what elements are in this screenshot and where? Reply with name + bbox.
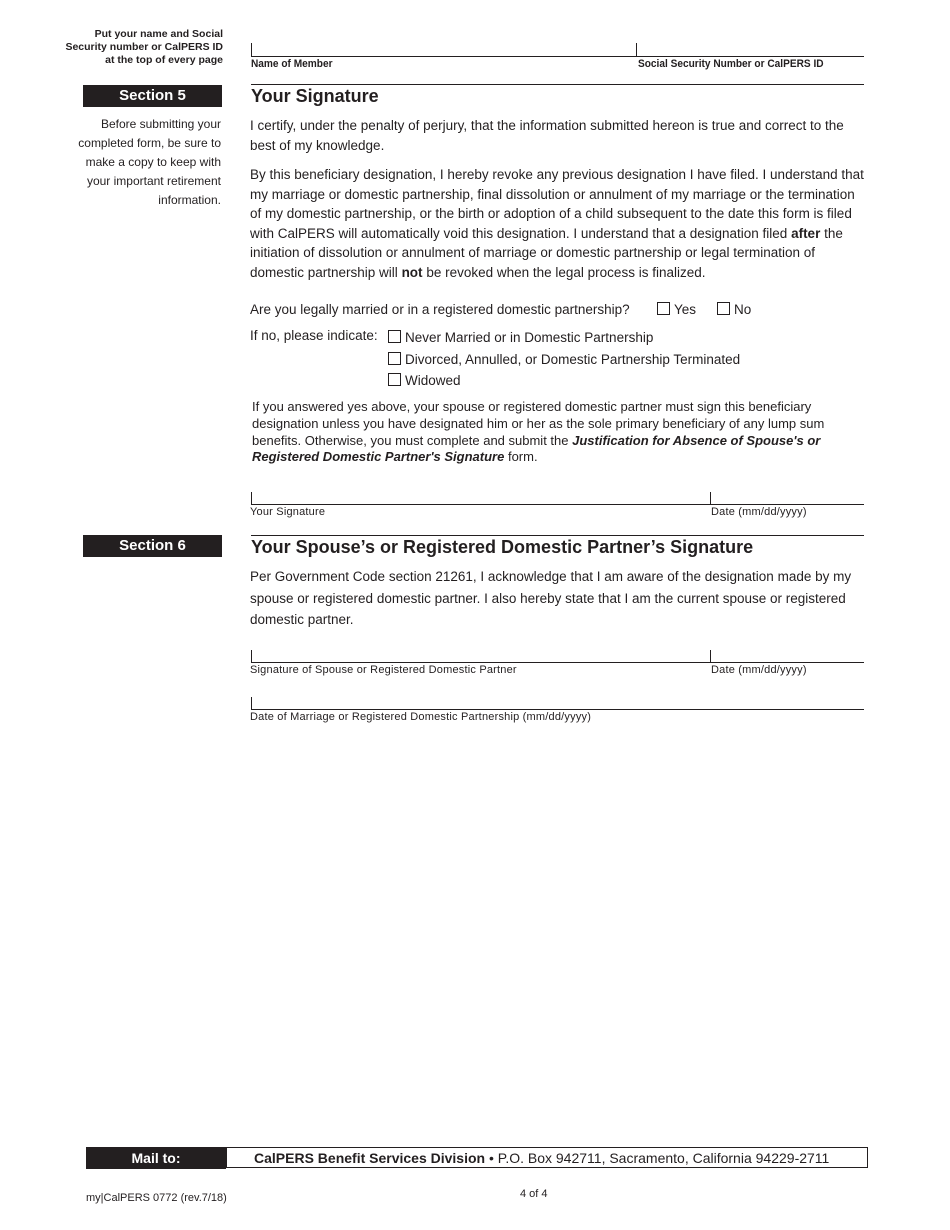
designation-statement: By this beneficiary designation, I hereby revoke any previous designation I have filed. I understand that my marriage or domestic partnership, final dissolution or annulment of my marriage or the termination of my domestic partnership, or the birth or adoption of a child subsequent to the date this form is filed with CalPERS will automatically void this designation. I understand that a designation filed after the initiation of dissolution or annulment of marriage or domestic partnership or legal termination of domestic partnership will not be revoked when the legal process is finalized. — [250, 167, 864, 280]
yes-checkbox[interactable] — [657, 302, 670, 315]
spouse-signature-date-field[interactable] — [710, 662, 864, 663]
marriage-date-tick — [251, 697, 252, 709]
option-never-married[interactable]: Never Married or in Domestic Partnership — [388, 328, 653, 347]
section-6-rule — [251, 535, 864, 536]
marriage-date-label: Date of Marriage or Registered Domestic Partnership (mm/dd/yyyy) — [250, 711, 592, 723]
certify-statement: I certify, under the penalty of perjury, that the information submitted hereon is true and correct to the best of my knowledge. — [250, 118, 844, 153]
your-signature-label: Your Signature — [250, 506, 326, 518]
no-option[interactable]: No — [717, 300, 751, 319]
form-identifier: my|CalPERS 0772 (rev.7/18) — [86, 1192, 227, 1204]
never-married-checkbox[interactable] — [388, 330, 401, 343]
page-number: 4 of 4 — [520, 1188, 548, 1200]
signature-date-tick — [710, 492, 711, 504]
mailing-address-box: CalPERS Benefit Services Division • P.O. Box 942711, Sacramento, California 94229-2711 — [226, 1147, 868, 1168]
marriage-date-field[interactable] — [251, 709, 864, 710]
your-signature-date-field[interactable] — [710, 504, 864, 505]
section-5-badge: Section 5 — [83, 85, 222, 107]
option-widowed[interactable]: Widowed — [388, 371, 461, 390]
member-name-label: Name of Member — [251, 58, 333, 70]
spouse-date-label: Date (mm/dd/yyyy) — [711, 664, 807, 676]
no-checkbox[interactable] — [717, 302, 730, 315]
yes-option[interactable]: Yes — [657, 300, 696, 319]
mailing-address: P.O. Box 942711, Sacramento, California 94229-2711 — [497, 1150, 830, 1166]
spouse-signature-field[interactable] — [251, 662, 710, 663]
spouse-date-tick — [710, 650, 711, 662]
signature-date-label: Date (mm/dd/yyyy) — [711, 506, 807, 518]
marital-status-question: Are you legally married or in a registered domestic partnership? — [250, 302, 630, 317]
section-5-title: Your Signature — [251, 86, 379, 106]
section-5-rule — [251, 84, 864, 85]
ssn-label: Social Security Number or CalPERS ID — [638, 58, 824, 70]
signature-field-tick — [251, 492, 252, 504]
divorced-checkbox[interactable] — [388, 352, 401, 365]
your-signature-field[interactable] — [251, 504, 710, 505]
member-name-field[interactable] — [251, 56, 864, 57]
mail-to-badge: Mail to: — [86, 1147, 226, 1169]
spouse-acknowledgement: Per Government Code section 21261, I acknowledge that I am aware of the designation made by my spouse or registered domestic partner. I also hereby state that I am the current spouse or registered domestic partner. — [250, 569, 852, 627]
spouse-signature-requirement-note: If you answered yes above, your spouse or registered domestic partner must sign this beneficiary designation unless you have designated him or her as the sole primary beneficiary of any lump sum benefits. Otherwise, you must complete and submit the Justification for Absence of Spouse's or Registered Domestic Partner's Signature form. — [252, 399, 825, 465]
section-6-badge: Section 6 — [83, 535, 222, 557]
mailing-org: CalPERS Benefit Services Division — [254, 1150, 486, 1166]
spouse-signature-label: Signature of Spouse or Registered Domestic Partner — [250, 664, 517, 676]
name-field-tick — [251, 43, 252, 56]
ssn-field-tick — [636, 43, 637, 56]
option-divorced[interactable]: Divorced, Annulled, or Domestic Partnership Terminated — [388, 350, 740, 369]
copy-reminder-note: Before submitting your completed form, be sure to make a copy to keep with your important retirement information. — [78, 117, 221, 207]
widowed-checkbox[interactable] — [388, 373, 401, 386]
header-instruction-note: Put your name and Social Security number or CalPERS ID at the top of every page — [65, 28, 223, 66]
spouse-signature-tick — [251, 650, 252, 662]
if-no-label: If no, please indicate: — [250, 328, 378, 343]
section-6-title: Your Spouse’s or Registered Domestic Partner’s Signature — [251, 537, 754, 557]
